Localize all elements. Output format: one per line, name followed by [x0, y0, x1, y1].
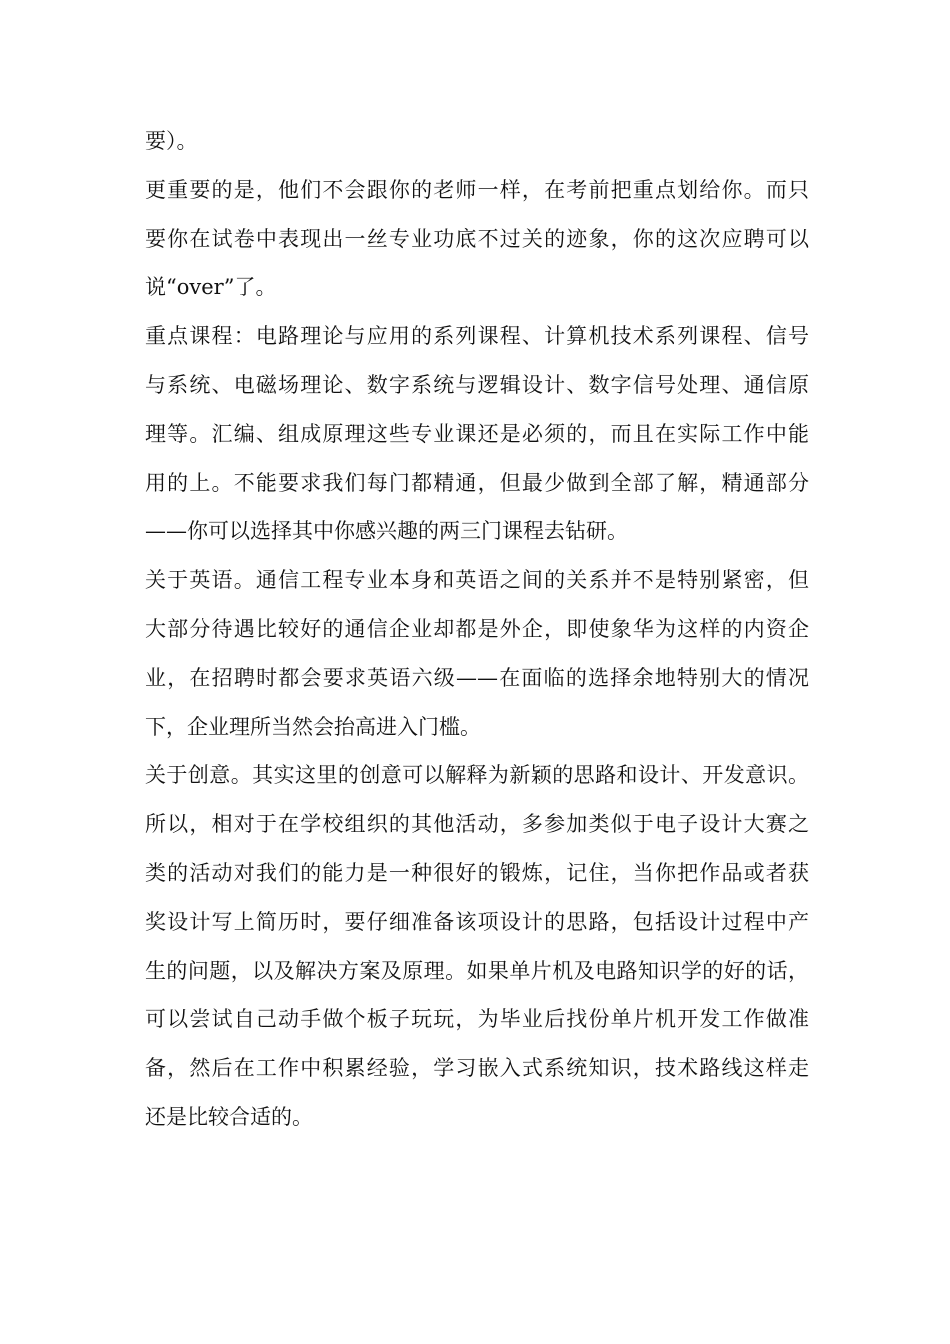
- text-line: 类的活动对我们的能力是一种很好的锻炼，记住，当你把作品或者获: [145, 860, 809, 885]
- text-line: 要你在试卷中表现出一丝专业功底不过关的迹象，你的这次应聘可以: [145, 226, 809, 251]
- text-line: 所以，相对于在学校组织的其他活动，多参加类似于电子设计大赛之: [145, 812, 809, 837]
- text-line: 大部分待遇比较好的通信企业却都是外企，即使象华为这样的内资企: [145, 616, 809, 641]
- text-line: 关于创意。其实这里的创意可以解释为新颖的思路和设计、开发意识。: [145, 763, 809, 788]
- text-line: 可以尝试自己动手做个板子玩玩，为毕业后找份单片机开发工作做准: [145, 1007, 809, 1032]
- body-text: [145, 117, 809, 1142]
- text-line: 关于英语。通信工程专业本身和英语之间的关系并不是特别紧密，但: [145, 568, 809, 593]
- text-line: 与系统、电磁场理论、数字系统与逻辑设计、数字信号处理、通信原: [145, 372, 809, 397]
- text-line: 还是比较合适的。: [145, 1104, 313, 1129]
- text-line: 业，在招聘时都会要求英语六级——在面临的选择余地特别大的情况: [145, 665, 809, 690]
- text-line: ——你可以选择其中你感兴趣的两三门课程去钻研。: [145, 519, 628, 544]
- text-line: 下，企业理所当然会抬高进入门槛。: [145, 714, 481, 739]
- text-line: 用的上。不能要求我们每门都精通，但最少做到全部了解，精通部分: [145, 470, 809, 495]
- text-line: 说“over”了。: [145, 275, 277, 300]
- text-line: 更重要的是，他们不会跟你的老师一样，在考前把重点划给你。而只: [145, 177, 809, 202]
- text-line: 生的问题，以及解决方案及原理。如果单片机及电路知识学的好的话，: [145, 958, 809, 983]
- text-line: 备，然后在工作中积累经验，学习嵌入式系统知识，技术路线这样走: [145, 1056, 809, 1081]
- text-line: 重点课程：电路理论与应用的系列课程、计算机技术系列课程、信号: [145, 324, 809, 349]
- text-line: 理等。汇编、组成原理这些专业课还是必须的，而且在实际工作中能: [145, 421, 809, 446]
- text-line: 要）。: [145, 129, 198, 153]
- text-line: 奖设计写上简历时，要仔细准备该项设计的思路，包括设计过程中产: [145, 909, 809, 934]
